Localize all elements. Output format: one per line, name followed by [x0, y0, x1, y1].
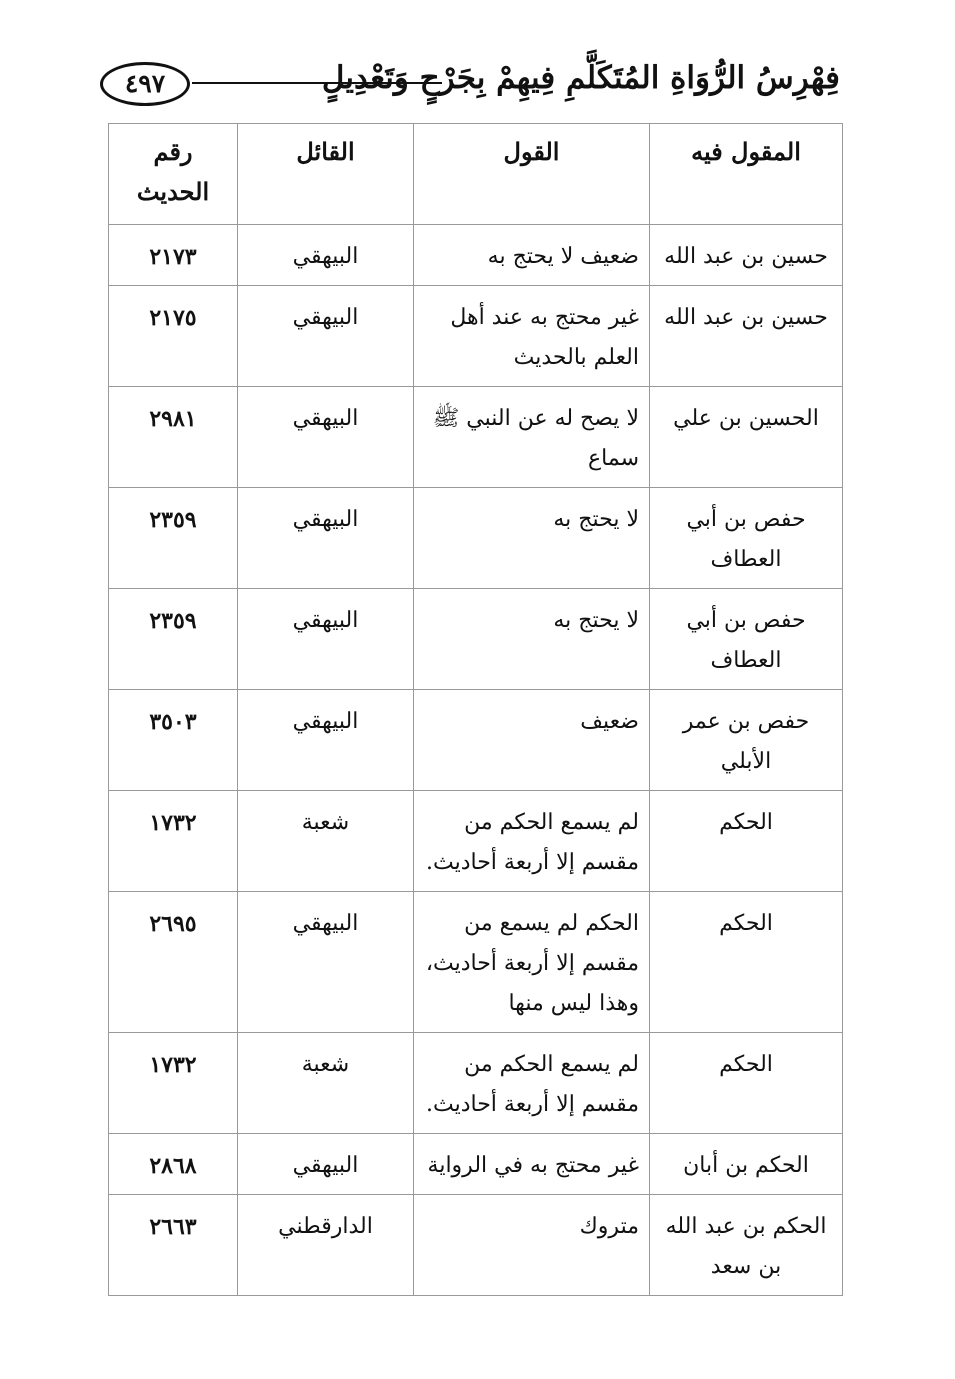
cell-hadith-number: ١٧٣٢	[109, 1033, 238, 1134]
cell-hadith-number: ٢١٧٣	[109, 225, 238, 286]
cell-sayer: البيهقي	[238, 1134, 414, 1195]
cell-saying: لا يصح له عن النبي ﷺ سماع	[414, 387, 650, 488]
page-title: فِهْرِسُ الرُّوَاةِ المُتَكَلَّمِ فِيهِمْ بِجَرْحٍ وَتَعْدِيلٍ	[321, 60, 840, 96]
cell-sayer: البيهقي	[238, 488, 414, 589]
cell-subject: حفص بن أبي العطاف	[650, 589, 843, 690]
cell-sayer: شعبة	[238, 791, 414, 892]
cell-hadith-number: ٢٣٥٩	[109, 488, 238, 589]
cell-sayer: البيهقي	[238, 225, 414, 286]
page-header	[100, 58, 840, 118]
cell-sayer: البيهقي	[238, 892, 414, 1033]
cell-subject: حسين بن عبد الله	[650, 286, 843, 387]
cell-hadith-number: ٢٨٦٨	[109, 1134, 238, 1195]
table-row	[109, 1195, 843, 1296]
cell-hadith-number: ٢٦٩٥	[109, 892, 238, 1033]
column-header-subject: المقول فيه	[650, 124, 843, 225]
cell-saying: ضعيف لا يحتج به	[414, 225, 650, 286]
cell-saying: لم يسمع الحكم من مقسم إلا أربعة أحاديث.	[414, 791, 650, 892]
cell-saying: لم يسمع الحكم من مقسم إلا أربعة أحاديث.	[414, 1033, 650, 1134]
cell-saying: الحكم لم يسمع من مقسم إلا أربعة أحاديث، وهذا ليس منها	[414, 892, 650, 1033]
cell-subject: الحكم	[650, 791, 843, 892]
cell-subject: الحكم بن أبان	[650, 1134, 843, 1195]
page-number: ٤٩٧	[100, 62, 190, 106]
table-row	[109, 589, 843, 690]
cell-subject: حفص بن عمر الأبلي	[650, 690, 843, 791]
table-row	[109, 286, 843, 387]
table-body	[109, 225, 843, 1296]
cell-sayer: الدارقطني	[238, 1195, 414, 1296]
cell-subject: حسين بن عبد الله	[650, 225, 843, 286]
table-row	[109, 791, 843, 892]
table-row	[109, 225, 843, 286]
cell-hadith-number: ٢٣٥٩	[109, 589, 238, 690]
cell-saying: ضعيف	[414, 690, 650, 791]
table-row	[109, 690, 843, 791]
cell-saying: غير محتج به في الرواية	[414, 1134, 650, 1195]
cell-subject: الحكم	[650, 1033, 843, 1134]
table-row	[109, 1134, 843, 1195]
cell-saying: غير محتج به عند أهل العلم بالحديث	[414, 286, 650, 387]
cell-subject: الحكم	[650, 892, 843, 1033]
cell-saying: متروك	[414, 1195, 650, 1296]
cell-subject: حفص بن أبي العطاف	[650, 488, 843, 589]
column-header-saying: القول	[414, 124, 650, 225]
table-row	[109, 488, 843, 589]
cell-sayer: البيهقي	[238, 589, 414, 690]
column-header-number: رقم الحديث	[109, 124, 238, 225]
cell-sayer: البيهقي	[238, 387, 414, 488]
column-header-sayer: القائل	[238, 124, 414, 225]
cell-sayer: شعبة	[238, 1033, 414, 1134]
cell-subject: الحسين بن علي	[650, 387, 843, 488]
table-header-row	[109, 124, 843, 225]
cell-subject: الحكم بن عبد الله بن سعد	[650, 1195, 843, 1296]
cell-sayer: البيهقي	[238, 690, 414, 791]
table-row	[109, 1033, 843, 1134]
cell-hadith-number: ١٧٣٢	[109, 791, 238, 892]
cell-sayer: البيهقي	[238, 286, 414, 387]
narrators-table-wrap	[108, 123, 842, 1296]
cell-hadith-number: ٣٥٠٣	[109, 690, 238, 791]
narrators-table	[108, 123, 843, 1296]
cell-saying: لا يحتج به	[414, 488, 650, 589]
cell-hadith-number: ٢١٧٥	[109, 286, 238, 387]
table-row	[109, 387, 843, 488]
cell-hadith-number: ٢٦٦٣	[109, 1195, 238, 1296]
cell-hadith-number: ٢٩٨١	[109, 387, 238, 488]
cell-saying: لا يحتج به	[414, 589, 650, 690]
table-row	[109, 892, 843, 1033]
